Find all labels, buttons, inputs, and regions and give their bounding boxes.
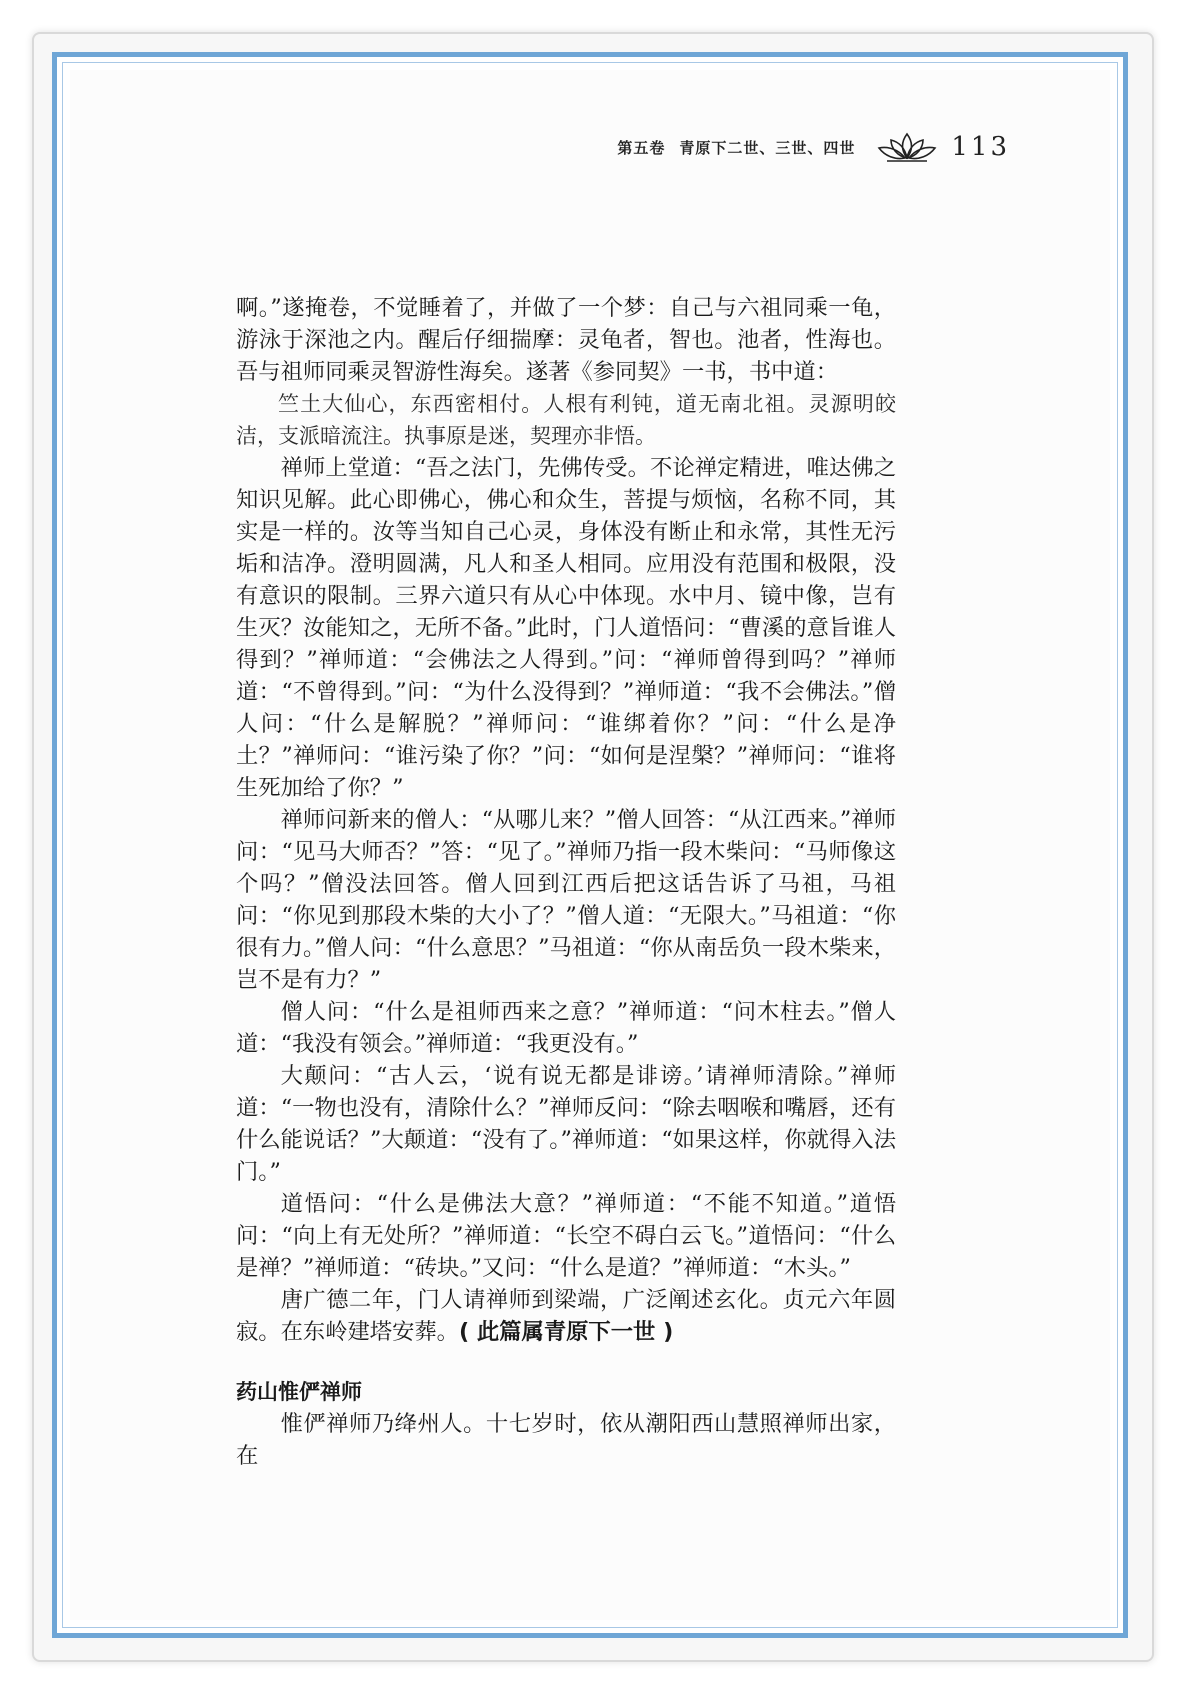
running-header: [520, 122, 1010, 172]
paragraph-1: 啊。”遂掩卷，不觉睡着了，并做了一个梦：自己与六祖同乘一龟，游泳于深池之内。醒后仔细揣摩：灵龟者，智也。池者，性海也。吾与祖师同乘灵智游性海矣。遂著《参同契》一书，书中道：: [236, 295, 896, 385]
paragraph-5: 大颠问：“古人云，‘说有说无都是诽谤。’请禅师清除。”禅师道：“一物也没有，清除什么？”禅师反问：“除去咽喉和嘴唇，还有什么能说话？”大颠道：“没有了。”禅师道：“如果这样，你就得入法门。”: [236, 1063, 896, 1185]
page-number: 113: [951, 132, 1010, 162]
header-volume: 第五卷: [617, 138, 666, 157]
page-body: [236, 292, 896, 1472]
paragraph-2: 禅师上堂道：“吾之法门，先佛传受。不论禅定精进，唯达佛之知识见解。此心即佛心，佛心和众生，菩提与烦恼，名称不同，其实是一样的。汝等当知自己心灵，身体没有断止和永常，其性无污垢和洁净。澄明圆满，凡人和圣人相同。应用没有范围和极限，没有意识的限制。三界六道只有从心中体现。水中月、镜中像，岂有生灭？汝能知之，无所不备。”此时，门人道悟问：“曹溪的意旨谁人得到？”禅师道：“会佛法之人得到。”问：“禅师曾得到吗？”禅师道：“不曾得到。”问：“为什么没得到？”禅师道：“我不会佛法。”僧人问：“什么是解脱？”禅师问：“谁绑着你？”问：“什么是净土？”禅师问：“谁污染了你？”问：“如何是涅槃？”禅师问：“谁将生死加给了你？”: [236, 455, 896, 801]
paragraph-3: 禅师问新来的僧人：“从哪儿来？”僧人回答：“从江西来。”禅师问：“见马大师否？”答：“见了。”禅师乃指一段木柴问：“马师像这个吗？”僧没法回答。僧人回到江西后把这话告诉了马祖，马祖问：“你见到那段木柴的大小了？”僧人道：“无限大。”马祖道：“你很有力。”僧人问：“什么意思？”马祖道：“你从南岳负一段木柴来，岂不是有力？”: [236, 807, 896, 993]
paragraph-8: 惟俨禅师乃绛州人。十七岁时，依从潮阳西山慧照禅师出家，在: [236, 1411, 896, 1469]
section-note: ( 此篇属青原下一世 ): [458, 1319, 674, 1345]
quote-block: 竺土大仙心，东西密相付。人根有利钝，道无南北祖。灵源明皎洁，支派暗流注。执事原是迷，契理亦非悟。: [236, 392, 896, 448]
paragraph-4: 僧人问：“什么是祖师西来之意？”禅师道：“问木柱去。”僧人道：“我没有领会。”禅师道：“我更没有。”: [236, 999, 896, 1057]
paragraph-7-text: 唐广德二年，门人请禅师到梁端，广泛阐述玄化。贞元六年圆寂。在东岭建塔安葬。: [236, 1287, 896, 1345]
paragraph-7: [236, 1284, 896, 1348]
lotus-ornament-icon: [877, 130, 937, 164]
paragraph-6: 道悟问：“什么是佛法大意？”禅师道：“不能不知道。”道悟问：“向上有无处所？”禅师道：“长空不碍白云飞。”道悟问：“什么是禅？”禅师道：“砖块。”又问：“什么是道？”禅师道：“木头。”: [236, 1191, 896, 1281]
section-title: 药山惟俨禅师: [236, 1380, 362, 1404]
header-section: 青原下二世、三世、四世: [679, 138, 856, 157]
